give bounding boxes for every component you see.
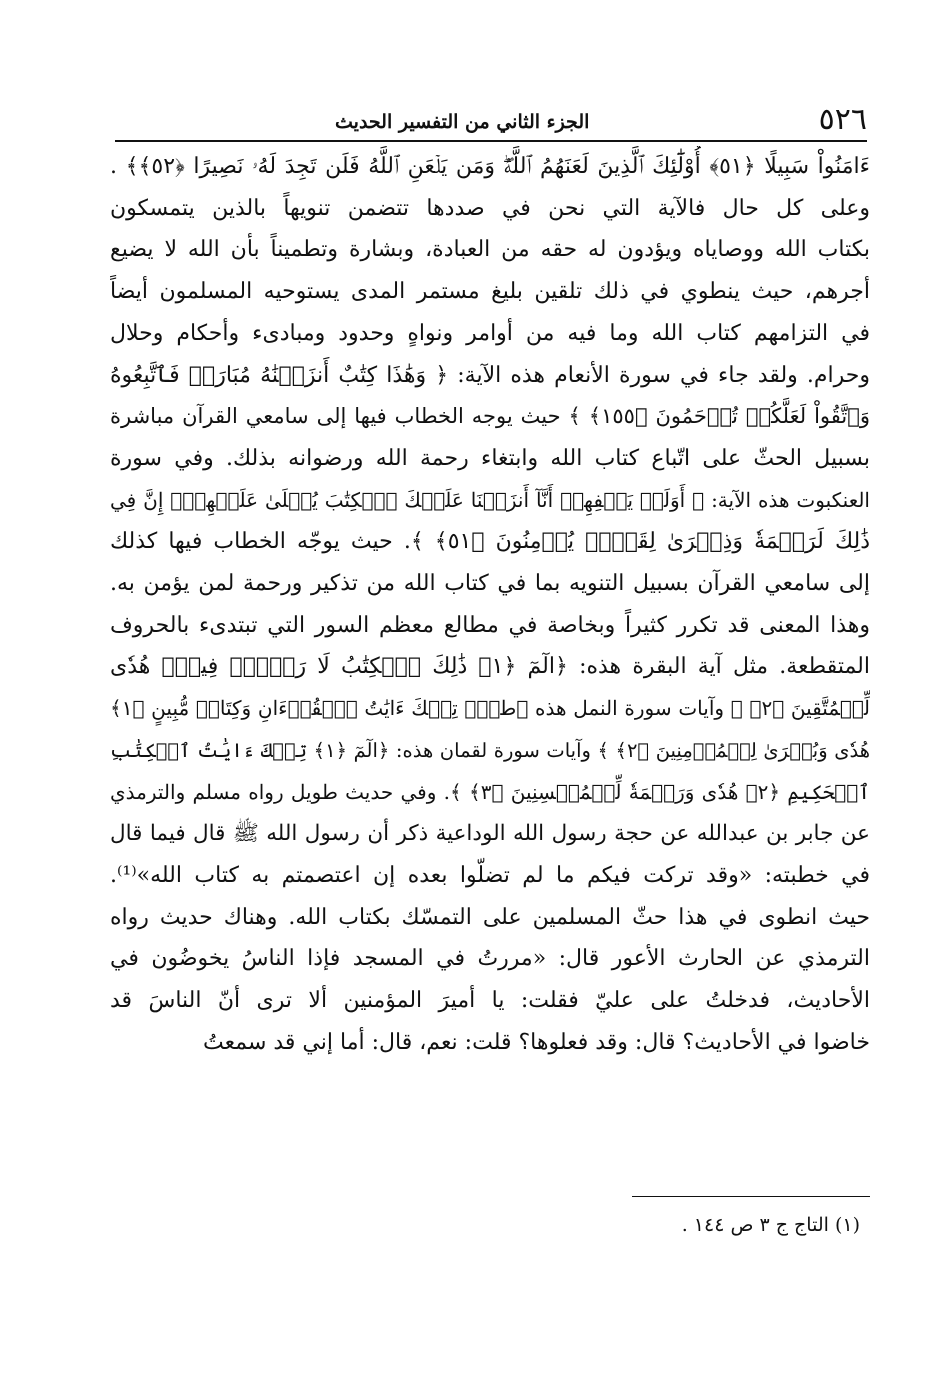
- text-line: ذَٰلِكَ لَرَحۡمَةٗ وَذِكۡرَىٰ لِقَوۡمٖ يُؤۡمِنُونَ ﴿٥١﴾ ﴾. حيث يوجّه الخطاب فيها كذلك: [110, 529, 870, 555]
- text-line: بسبيل الحثّ على اتّباع كتاب الله وابتغاء رحمة الله ورضوانه بذلك. وفي سورة: [110, 445, 870, 471]
- text-line: وعلى كل حال فالآية التي نحن في صددها تتضمن تنويهاً بالذين يتمسكون: [110, 195, 870, 221]
- text-line: المتقطعة. مثل آية البقرة هذه: ﴿الٓمٓ ﴿١﴾ ذَٰلِكَ ٱلۡكِتَٰبُ لَا رَيۡبَۛ فِيهِۛ هُدٗى: [110, 654, 870, 680]
- text-line: الترمذي عن الحارث الأعور قال: «مررتُ في المسجد فإذا الناسُ يخوضُون في: [110, 946, 870, 972]
- text-line: عن جابر بن عبدالله عن حجة رسول الله الوداعية ذكر أن رسول الله ﷺ قال فيما قال: [110, 821, 870, 847]
- text-line: خاضوا في الأحاديث؟ قال: وقد فعلوها؟ قلت: نعم، قال: أما إني قد سمعتُ: [203, 1029, 870, 1055]
- text-line: وَٱتَّقُواْ لَعَلَّكُمۡ تُرۡحَمُونَ ﴿١٥٥﴾ ﴾ حيث يوجه الخطاب فيها إلى سامعي القرآن مباشرة: [110, 404, 870, 429]
- text-line: بكتاب الله ووصاياه ويؤدون له حقه من العبادة، وبشارة وتطميناً بأن الله لا يضيع: [110, 237, 870, 263]
- text-line: الأحاديث، فدخلتُ على عليّ فقلت: يا أميرَ المؤمنين ألا ترى أنّ الناسَ قد: [110, 988, 870, 1014]
- text-line: أجرهم، حيث ينطوي في ذلك تلقين بليغ مستمر المدى يستوحيه المسلمون أيضاً: [110, 279, 870, 305]
- body-text: [110, 146, 870, 1063]
- footnote: (١) التاج ج ٣ ص ١٤٤ .: [681, 1214, 860, 1236]
- text-line: وحرام. ولقد جاء في سورة الأنعام هذه الآية: ﴿ وَهَٰذَا كِتَٰبٌ أَنزَلۡنَٰهُ مُبَارَكٞ فَٱتَّبِعُوهُ: [110, 362, 870, 388]
- footnote-separator: [632, 1196, 870, 1197]
- text-line: في التزامهم كتاب الله وما فيه من أوامر ونواهٍ وحدود ومبادىء وأحكام وحلال: [110, 320, 870, 346]
- text-line: حيث انطوى في هذا حثّ المسلمين على التمسّك بكتاب الله. وهناك حديث رواه: [110, 904, 870, 930]
- text-line: ءَامَنُواْ سَبِيلًا ﴿٥١﴾ أُوْلَٰٓئِكَ ٱلَّذِينَ لَعَنَهُمُ ٱللَّهُۖ وَمَن يَلۡعَنِ ٱللَّهُ فَلَن تَجِدَ لَهُۥ نَصِيرًا ﴿٥٢﴾﴾ .: [110, 154, 870, 179]
- text-line: وهذا المعنى قد تكرر كثيراً وبخاصة في مطالع معظم السور التي تبتدىء بالحروف: [110, 612, 870, 638]
- text-line: ٱلۡحَكِيمِ ﴿٢﴾ هُدٗى وَرَحۡمَةٗ لِّلۡمُحۡسِنِينَ ﴿٣﴾ ﴾. وفي حديث طويل رواه مسلم والترمذي: [110, 779, 870, 804]
- text-line: إلى سامعي القرآن بسبيل التنويه بما في كتاب الله من تذكير ورحمة لمن يؤمن به.: [110, 571, 870, 597]
- running-title: الجزء الثاني من التفسير الحديث: [335, 111, 590, 133]
- page-number: ٥٢٦: [818, 102, 867, 137]
- text-line: هُدٗى وَبُشۡرَىٰ لِلۡمُؤۡمِنِينَ ﴿٢﴾ ﴾ وآيات سورة لقمان هذه: ﴿الٓمٓ ﴿١﴾ تِلۡكَ ءَايَٰتُ ٱلۡكِتَٰبِ: [110, 738, 870, 762]
- text-line: في خطبته: «وقد تركت فيكم ما لم تضلّوا بعده إن اعتصمتم به كتاب الله»⁽¹⁾.: [110, 862, 870, 888]
- text-line: لِّلۡمُتَّقِينَ ﴿٢﴾ ﴾ وآيات سورة النمل هذه ﴿طسٓۚ تِلۡكَ ءَايَٰتُ ٱلۡقُرۡءَانِ وَكِتَابٖ مُّبِينٍ ﴿١﴾: [110, 696, 870, 721]
- page-header: [115, 100, 867, 142]
- text-line: العنكبوت هذه الآية: ﴿ أَوَلَمۡ يَكۡفِهِمۡ أَنَّآ أَنزَلۡنَا عَلَيۡكَ ٱلۡكِتَٰبَ يُتۡلَىٰ عَلَيۡهِمۡۚ إِنَّ فِي: [110, 487, 870, 512]
